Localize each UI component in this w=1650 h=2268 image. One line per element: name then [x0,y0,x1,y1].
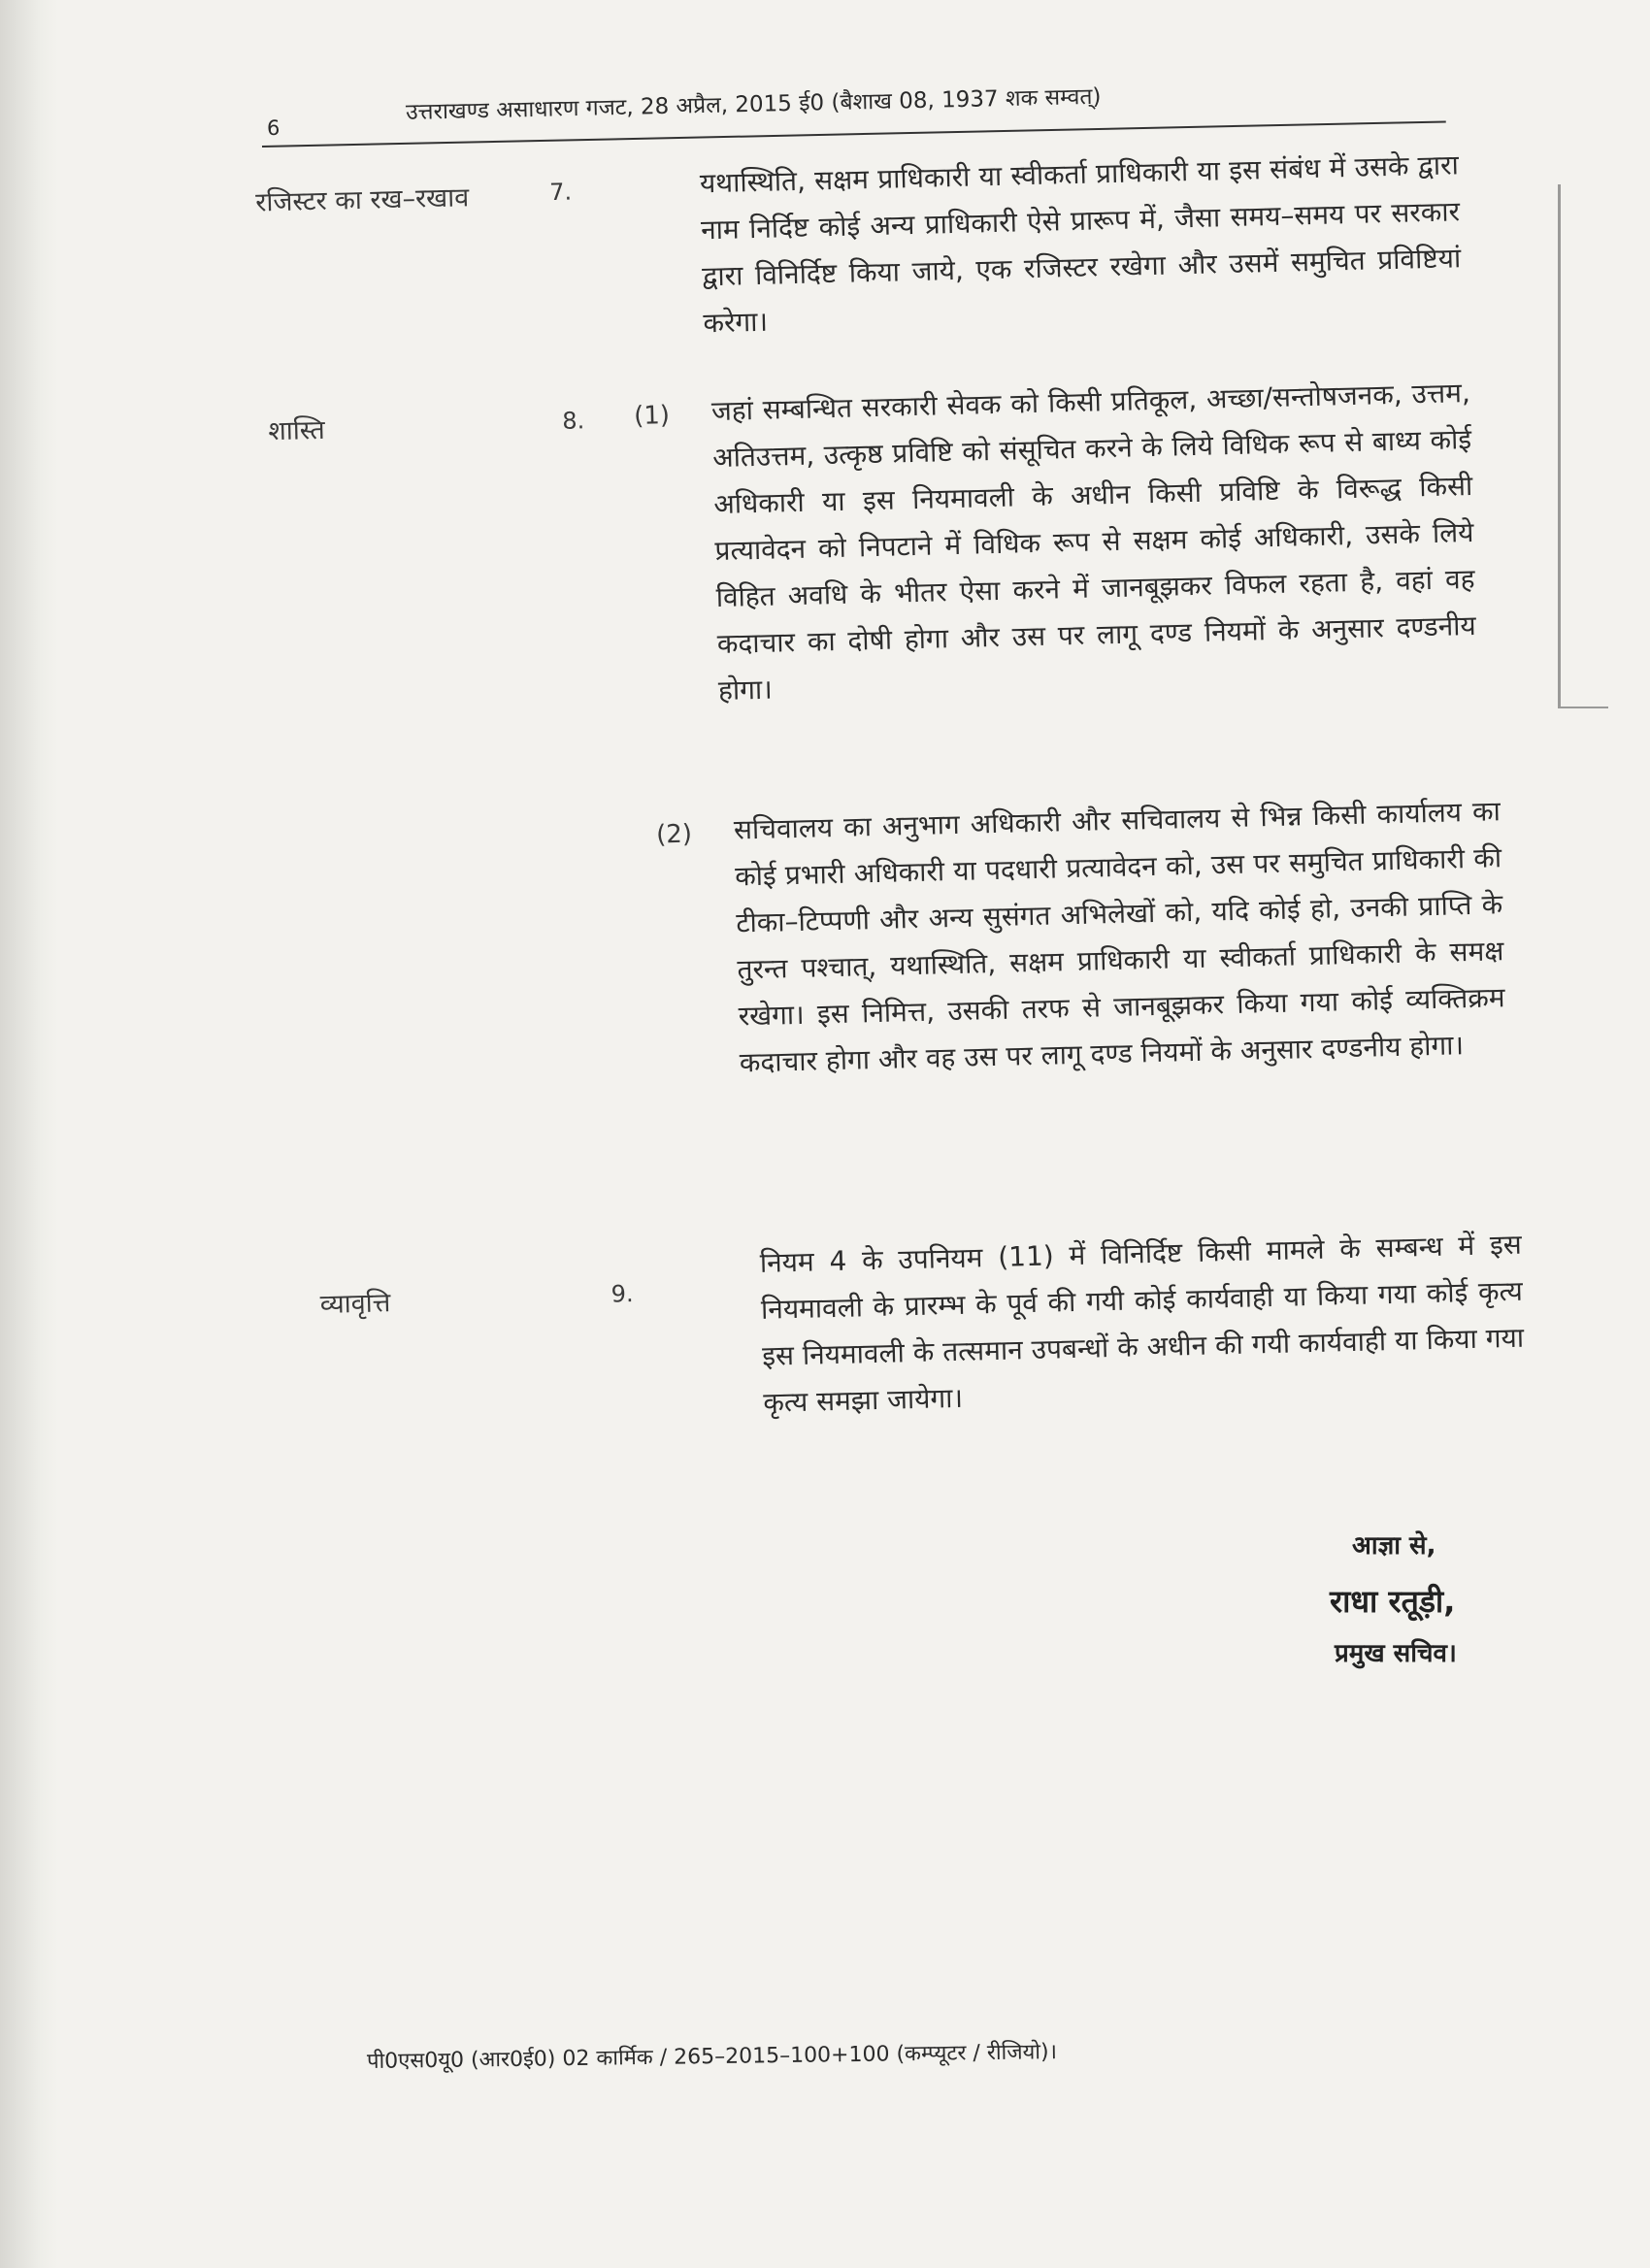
rule-8-clause-2 [0,757,1649,1079]
rule-9-text: नियम 4 के उपनियम (11) में विनिर्दिष्ट किसी मामले के सम्बन्ध में इस नियमावली के प्रारम्भ के पूर्व की गयी कोई कार्यवाही या किया गया कोई कृत्य इस नियमावली के तत्समान उपबन्धों के अधीन की गयी कार्यवाही या किया गया कृत्य समझा जायेगा। [759,1228,1525,1419]
rule-8-side-heading: शास्ति [268,414,326,447]
rule-8-clause-1-text: जहां सम्बन्धित सरकारी सेवक को किसी प्रतिकूल, अच्छा/सन्तोषजनक, उत्तम, अतिउत्तम, उत्कृष्ठ प्रविष्टि को संसूचित करने के लिये विधिक रूप से बाध्य कोई अधिकारी या इस नियमावली के अधीन किसी प्रविष्टि के विरूद्ध किसी प्रत्यावेदन को निपटाने में विधिक रूप से सक्षम कोई अधिकारी, उसके लिये विहित अवधि के भीतर ऐसा करने में जानबूझकर विफल रहता है, वहां वह कदाचार का दोषी होगा और उस पर लागू दण्ड नियमों के अनुसार दण्डनीय होगा। [710,376,1477,707]
scan-margin-mark [1558,184,1561,708]
signatory-designation: प्रमुख सचिव। [1335,1639,1457,1668]
rule-7-side-heading: रजिस्टर का रख–रखाव [254,182,470,218]
scan-margin-mark [1558,707,1608,708]
footer-reference: पी0एस0यू0 (आर0ई0) 02 कार्मिक / 265–2015–100+100 (कम्प्यूटर / रीजियो)। [366,2040,1058,2074]
rule-8-clause-2-number: (2) [655,819,693,850]
signatory-name: राधा रतूड़ी, [1330,1583,1456,1620]
gazette-header-title: उत्तराखण्ड असाधारण गजट, 28 अप्रैल, 2015 ई0 (बैशाख 08, 1937 शक सम्वत्) [405,83,1102,125]
rule-9-side-heading: व्यावृत्ति [319,1288,391,1320]
scan-edge [0,0,58,2268]
rule-7-number: 7. [548,178,573,207]
rule-9-number: 9. [610,1280,634,1308]
rule-8-clause-2-text: सचिवालय का अनुभाग अधिकारी और सचिवालय से भिन्न किसी कार्यालय का कोई प्रभारी अधिकारी या पदधारी प्रत्यावेदन को, उस पर समुचित प्राधिकारी की टीका–टिप्पणी और अन्य सुसंगत अभिलेखों को, यदि कोई हो, उनकी प्राप्ति के तुरन्त पश्चात्, यथास्थिति, सक्षम प्राधिकारी या स्वीकर्ता प्राधिकारी के समक्ष रखेगा। इस निमित्त, उसकी तरफ से जानबूझकर किया गया कोई व्यक्तिक्रम कदाचार होगा और वह उस पर लागू दण्ड नियमों के अनुसार दण्डनीय होगा। [733,795,1505,1079]
rule-8-clause-1-number: (1) [633,401,671,432]
page-number: 6 [267,116,280,140]
rule-8-number: 8. [561,407,585,435]
rule-7-text: यथास्थिति, सक्षम प्राधिकारी या स्वीकर्ता प्राधिकारी या इस संबंध में उसके द्वारा नाम निर्दिष्ट कोई अन्य प्राधिकारी ऐसे प्रारूप में, जैसा समय–समय पर सरकार द्वारा विनिर्दिष्ट किया जाये, एक रजिस्टर रखेगा और उसमें समुचित प्रविष्टियां करेगा। [699,148,1462,340]
by-order-line: आज्ञा से, [1352,1531,1436,1561]
rule-8 [0,338,1649,707]
rule-9 [0,1197,1649,1419]
